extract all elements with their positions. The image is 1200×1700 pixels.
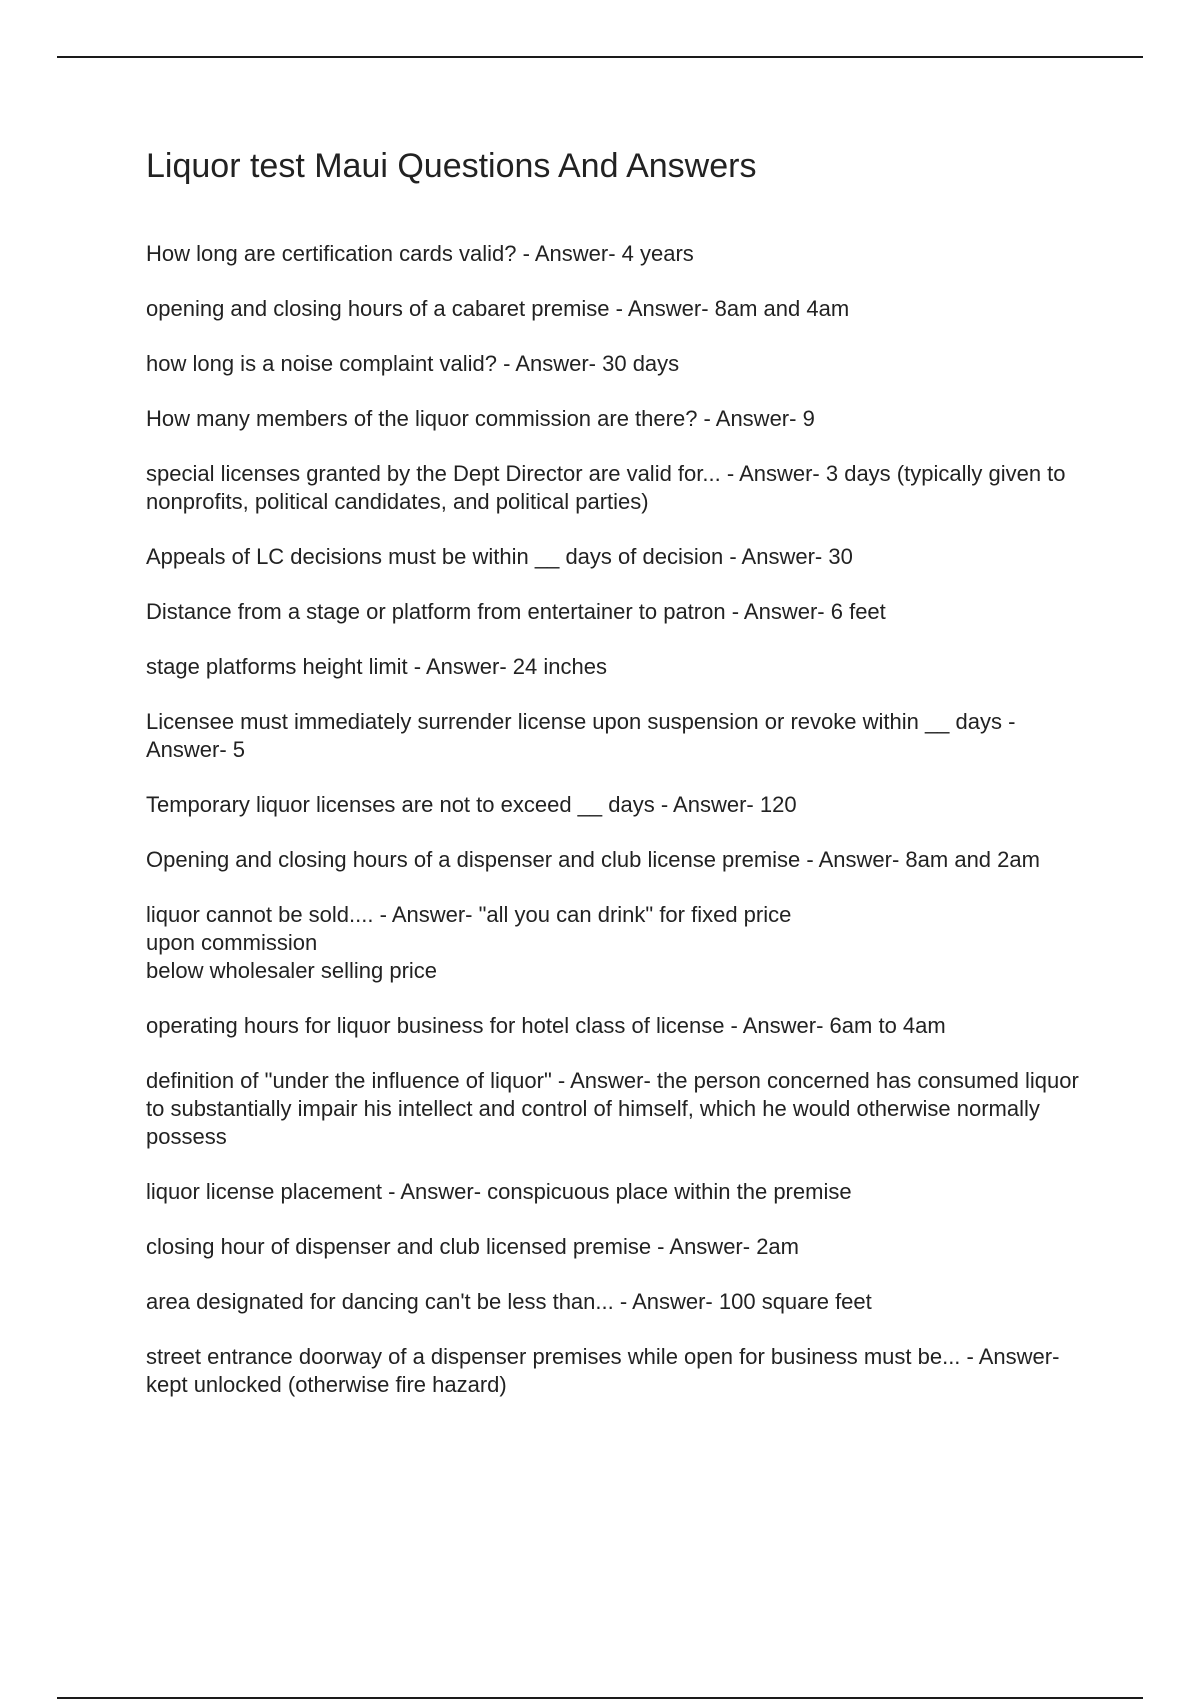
- qa-item: area designated for dancing can't be less than... - Answer- 100 square feet: [146, 1289, 872, 1314]
- qa-item: Appeals of LC decisions must be within __ days of decision - Answer- 30: [146, 544, 853, 569]
- qa-item: How many members of the liquor commission are there? - Answer- 9: [146, 406, 815, 431]
- qa-item: Distance from a stage or platform from entertainer to patron - Answer- 6 feet: [146, 599, 886, 624]
- qa-item: closing hour of dispenser and club licensed premise - Answer- 2am: [146, 1234, 799, 1259]
- qa-item: operating hours for liquor business for hotel class of license - Answer- 6am to 4am: [146, 1013, 946, 1038]
- document-page: [146, 142, 1096, 1426]
- qa-item: How long are certification cards valid? - Answer- 4 years: [146, 241, 694, 266]
- document-title: Liquor test Maui Questions And Answers: [146, 147, 757, 185]
- bottom-divider: [57, 1697, 1143, 1699]
- qa-item: Opening and closing hours of a dispenser and club license premise - Answer- 8am and 2am: [146, 847, 1040, 872]
- qa-list: [146, 240, 1096, 1399]
- qa-item: stage platforms height limit - Answer- 24 inches: [146, 654, 607, 679]
- qa-item: definition of "under the influence of liquor" - Answer- the person concerned has consumed liquor to substantially impair his intellect and control of himself, which he would otherwise normally possess: [146, 1068, 1079, 1149]
- qa-item: opening and closing hours of a cabaret premise - Answer- 8am and 4am: [146, 296, 850, 321]
- qa-item: liquor license placement - Answer- conspicuous place within the premise: [146, 1179, 852, 1204]
- top-divider: [57, 56, 1143, 58]
- qa-item: Licensee must immediately surrender license upon suspension or revoke within __ days - Answer- 5: [146, 709, 1016, 762]
- qa-item: special licenses granted by the Dept Director are valid for... - Answer- 3 days (typically given to nonprofits, political candidates, and political parties): [146, 461, 1066, 514]
- qa-item: liquor cannot be sold.... - Answer- "all you can drink" for fixed price upon commission below wholesaler selling price: [146, 902, 792, 983]
- qa-item: how long is a noise complaint valid? - Answer- 30 days: [146, 351, 680, 376]
- qa-item: Temporary liquor licenses are not to exceed __ days - Answer- 120: [146, 792, 797, 817]
- qa-item: street entrance doorway of a dispenser premises while open for business must be... - Answer- kept unlocked (otherwise fire hazard): [146, 1344, 1060, 1397]
